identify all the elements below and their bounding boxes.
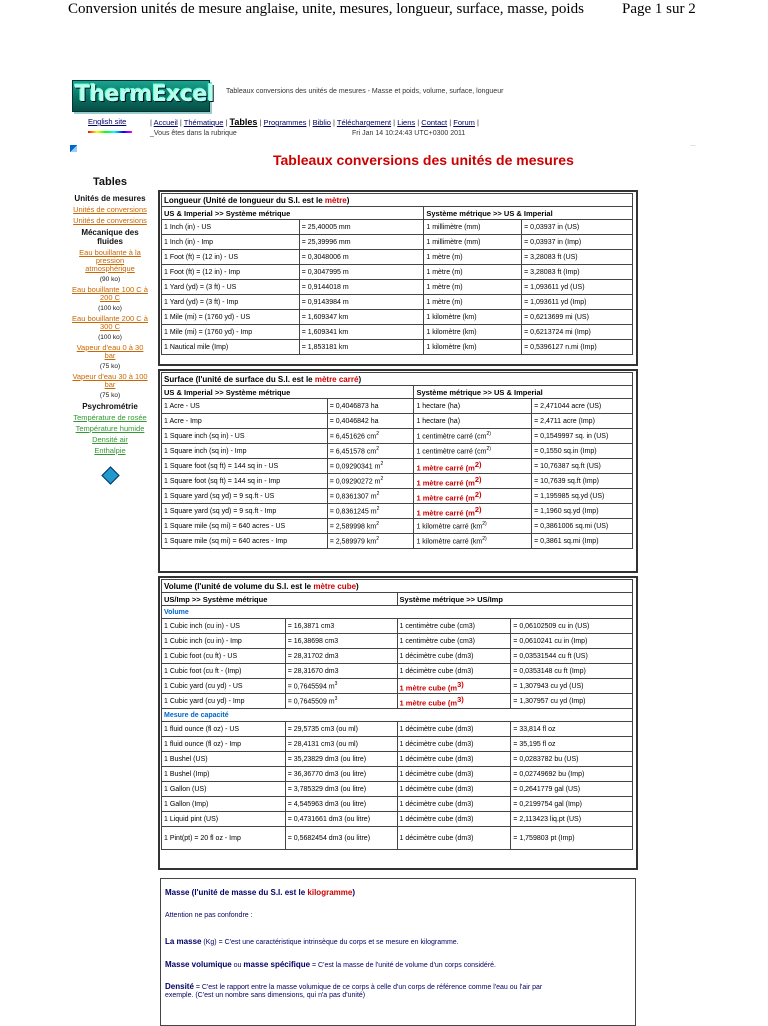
unit-cell: 1 décimètre cube (dm3) <box>397 664 511 679</box>
unit-cell: 1 décimètre cube (dm3) <box>397 782 511 797</box>
value-cell: = 25,40005 mm <box>299 220 424 235</box>
table-row <box>162 812 633 827</box>
nav-liens[interactable]: Liens <box>397 118 416 127</box>
table-row <box>162 235 633 250</box>
date-stamp: Fri Jan 14 10:24:43 UTC+0300 2011 <box>352 130 466 137</box>
unit-cell: 1 décimètre cube (dm3) <box>397 722 511 737</box>
rubrique-text: _Vous êtes dans la rubrique <box>150 130 237 137</box>
unit-cell: 1 fluid ounce (fl oz) - Imp <box>162 737 286 752</box>
unit-cell: 1 décimètre cube (dm3) <box>397 812 511 827</box>
sidebar-link-vapeur-30-100[interactable]: Vapeur d'eau 30 à 100 bar <box>72 372 148 389</box>
sidebar-link-eau-100-200[interactable]: Eau bouillante 100 C à 200 C <box>72 285 148 302</box>
unit-cell: 1 millimètre (mm) <box>424 220 522 235</box>
nav-programmes[interactable]: Programmes <box>263 118 307 127</box>
unit-cell: 1 mètre (m) <box>424 250 522 265</box>
value-cell: = 0,03937 in (Imp) <box>522 235 633 250</box>
value-cell: = 10,76387 sq.ft (US) <box>532 459 633 474</box>
value-cell: = 2,113423 liq.pt (US) <box>511 812 633 827</box>
unit-cell: 1 kilomètre (km) <box>424 310 522 325</box>
value-cell: = 0,0283782 bu (US) <box>511 752 633 767</box>
page-title: Tableaux conversions des unités de mesures <box>273 152 574 168</box>
value-cell: = 0,1550 sq.in (Imp) <box>532 444 633 459</box>
table-row <box>162 752 633 767</box>
unit-cell: 1 Inch (in) - US <box>162 220 300 235</box>
small-square-icon <box>70 145 77 152</box>
value-cell: = 28,4131 cm3 (ou ml) <box>285 737 397 752</box>
unit-cell: 1 mètre cube ($m^{3)}$ <box>397 679 511 694</box>
longueur-header-right: Système métrique >> US & Imperial <box>424 207 633 220</box>
unit-cell: 1 décimètre cube (dm3) <box>397 797 511 812</box>
value-cell: = 2,589979 $km^2$ <box>327 534 414 549</box>
unit-cell: 1 Cubic foot (cu ft) - US <box>162 649 286 664</box>
sidebar-link-densite-air[interactable]: Densité air <box>92 435 128 444</box>
unit-cell: 1 Mile (mi) = (1760 yd) - US <box>162 310 300 325</box>
value-cell: = 0,03531544 cu ft (US) <box>511 649 633 664</box>
unit-cell: 1 Square inch (sq in) - US <box>162 429 328 444</box>
unit-cell: 1 hectare (ha) <box>414 399 532 414</box>
value-cell: = 28,31702 dm3 <box>285 649 397 664</box>
sidebar-size-note: (75 ko) <box>99 363 121 370</box>
masse-def-densite: Densité = C'est le rapport entre la masse volumique de ce corps à celle d'un corps de référence comme l'eau ou l'air par <box>165 982 543 991</box>
unit-cell: 1 hectare (ha) <box>414 414 532 429</box>
unit-cell: 1 mètre cube ($m^{3)}$ <box>397 694 511 709</box>
nav-tables[interactable]: Tables <box>229 117 258 127</box>
value-cell: = 1,307943 cu yd (US) <box>511 679 633 694</box>
table-row <box>162 220 633 235</box>
table-row <box>162 340 633 355</box>
value-cell: = 25,39996 mm <box>299 235 424 250</box>
unit-cell: 1 kilomètre (km) <box>424 325 522 340</box>
unit-cell: 1 Cubic foot (cu ft - (Imp) <box>162 664 286 679</box>
value-cell: = 0,7645594 $m^3$ <box>285 679 397 694</box>
sidebar-size-note: (100 ko) <box>98 305 122 312</box>
unit-cell: 1 Foot (ft) = (12 in) - US <box>162 250 300 265</box>
unit-cell: 1 mètre carré ($m^{2)}$ <box>414 504 532 519</box>
unit-cell: 1 Gallon (Imp) <box>162 797 286 812</box>
table-row <box>162 634 633 649</box>
unit-cell: 1 kilomètre carré ($km^{2)}$ <box>414 534 532 549</box>
masse-def-densite-2: exemple. (C'est un nombre sans dimensions, qui n'a pas d'unité) <box>165 992 366 999</box>
value-cell: = 0,3861006 sq.mi (US) <box>532 519 633 534</box>
table-row <box>162 619 633 634</box>
capacite-subheader: Mesure de capacité <box>162 709 633 722</box>
sidebar-link-conversions-2[interactable]: Unités de conversions <box>73 216 147 225</box>
unit-cell: 1 centimètre cube (cm3) <box>397 634 511 649</box>
value-cell: = 0,06102509 cu in (US) <box>511 619 633 634</box>
table-row <box>162 694 633 709</box>
unit-cell: 1 Square yard (sq yd) = 9 sq.ft - Imp <box>162 504 328 519</box>
value-cell: = 0,7645509 $m^3$ <box>285 694 397 709</box>
table-row <box>162 767 633 782</box>
unit-cell: 1 fluid ounce (fl oz) - US <box>162 722 286 737</box>
value-cell: = 0,02749692 bu (Imp) <box>511 767 633 782</box>
unit-cell: 1 kilomètre carré ($km^{2)}$ <box>414 519 532 534</box>
unit-cell: 1 Bushel (US) <box>162 752 286 767</box>
table-row <box>162 295 633 310</box>
value-cell: = 0,8361245 $m^2$ <box>327 504 414 519</box>
nav-biblio[interactable]: Biblio <box>312 118 331 127</box>
masse-title: Masse (l'unité de masse du S.I. est le kilogramme) <box>165 888 355 897</box>
table-row <box>162 679 633 694</box>
table-row <box>162 459 633 474</box>
english-site-link[interactable]: English site <box>88 117 127 126</box>
unit-cell: 1 Square yard (sq yd) = 9 sq.ft - US <box>162 489 328 504</box>
value-cell: = 6,451626 $cm^2$ <box>327 429 414 444</box>
rainbow-divider <box>88 131 132 133</box>
value-cell: = 0,09290341 $m^2$ <box>327 459 414 474</box>
value-cell: = 2,589998 $km^2$ <box>327 519 414 534</box>
value-cell: = 1,609347 km <box>299 310 424 325</box>
value-cell: = 0,03937 in (US) <box>522 220 633 235</box>
unit-cell: 1 Cubic yard (cu yd) - Imp <box>162 694 286 709</box>
value-cell: = 0,0353148 cu ft (Imp) <box>511 664 633 679</box>
sidebar-link-vapeur-0-30[interactable]: Vapeur d'eau 0 à 30 bar <box>76 343 144 360</box>
value-cell: = 2,471044 acre (US) <box>532 399 633 414</box>
value-cell: = 4,545963 dm3 (ou litre) <box>285 797 397 812</box>
unit-cell: 1 Acre - Imp <box>162 414 328 429</box>
table-row <box>162 310 633 325</box>
value-cell: = 35,23829 dm3 (ou litre) <box>285 752 397 767</box>
longueur-header-left: US & Imperial >> Système métrique <box>162 207 424 220</box>
top-nav: | Accueil | Thématique | Tables | Programmes | Biblio | Téléchargement | Liens | Contact | Forum | <box>150 117 479 127</box>
unit-cell: 1 mètre carré ($m^{2)}$ <box>414 474 532 489</box>
table-row <box>162 737 633 752</box>
longueur-title: Longueur (Unité de longueur du S.I. est le mètre) <box>162 194 633 207</box>
sidebar-link-humide[interactable]: Température humide <box>75 424 145 433</box>
table-row <box>162 534 633 549</box>
value-cell: = 0,5396127 n.mi (Imp) <box>522 340 633 355</box>
longueur-table <box>161 193 633 355</box>
unit-cell: 1 Liquid pint (US) <box>162 812 286 827</box>
surface-header-left: US & Imperial >> Système métrique <box>162 386 414 399</box>
table-row <box>162 504 633 519</box>
thermexcel-logo[interactable] <box>72 80 215 112</box>
unit-cell: 1 décimètre cube (dm3) <box>397 827 511 850</box>
table-row <box>162 519 633 534</box>
table-row <box>162 250 633 265</box>
table-row <box>162 489 633 504</box>
volume-subheader: Volume <box>162 606 633 619</box>
value-cell: = 0,9143984 m <box>299 295 424 310</box>
value-cell: = 1,609341 km <box>299 325 424 340</box>
volume-table <box>161 579 633 850</box>
value-cell: = 28,31670 dm3 <box>285 664 397 679</box>
value-cell: = 0,09290272 $m^2$ <box>327 474 414 489</box>
unit-cell: 1 Square foot (sq ft) = 144 sq in - Imp <box>162 474 328 489</box>
unit-cell: 1 décimètre cube (dm3) <box>397 737 511 752</box>
value-cell: = 0,3861 sq.mi (Imp) <box>532 534 633 549</box>
sidebar-link-eau-200-300[interactable]: Eau bouillante 200 C à 300 C <box>72 314 148 331</box>
value-cell: = 6,451578 $cm^2$ <box>327 444 414 459</box>
value-cell: = 3,785329 dm3 (ou litre) <box>285 782 397 797</box>
volume-title: Volume (l'unité de volume du S.I. est le mètre cube) <box>162 580 633 593</box>
value-cell: = 16,3871 cm3 <box>285 619 397 634</box>
table-row <box>162 399 633 414</box>
value-cell: = 0,5682454 dm3 (ou litre) <box>285 827 397 850</box>
volume-header-left: US/Imp >> Système métrique <box>162 593 398 606</box>
nav-accueil[interactable]: Accueil <box>153 118 178 127</box>
unit-cell: 1 centimètre cube (cm3) <box>397 619 511 634</box>
print-header-title: Conversion unités de mesure anglaise, unite, mesures, longueur, surface, masse, poids <box>68 1 584 17</box>
unit-cell: 1 Gallon (US) <box>162 782 286 797</box>
value-cell: = 0,4731661 dm3 (ou litre) <box>285 812 397 827</box>
value-cell: = 1,195985 sq.yd (US) <box>532 489 633 504</box>
ellipsis-text: ... <box>690 141 696 148</box>
sidebar-link-conversions-1[interactable]: Unités de conversions <box>73 205 147 214</box>
unit-cell: 1 kilomètre (km) <box>424 340 522 355</box>
value-cell: = 1,1960 sq.yd (Imp) <box>532 504 633 519</box>
value-cell: = 35,195 fl oz <box>511 737 633 752</box>
value-cell: = 0,1549997 sq. in (US) <box>532 429 633 444</box>
sidebar-section-psychrometrie: Psychrométrie <box>82 402 138 411</box>
print-header-page: Page 1 sur 2 <box>622 1 696 17</box>
value-cell: = 0,6213699 mi (US) <box>522 310 633 325</box>
unit-cell: 1 Acre - US <box>162 399 328 414</box>
unit-cell: 1 centimètre carré ($cm^{2)}$ <box>414 429 532 444</box>
value-cell: = 0,6213724 mi (Imp) <box>522 325 633 340</box>
value-cell: = 36,36770 dm3 (ou litre) <box>285 767 397 782</box>
diamond-icon[interactable] <box>101 466 119 484</box>
sidebar <box>72 176 148 482</box>
print-header <box>0 0 768 22</box>
unit-cell: 1 Bushel (Imp) <box>162 767 286 782</box>
value-cell: = 10,7639 sq.ft (Imp) <box>532 474 633 489</box>
unit-cell: 1 Yard (yd) = (3 ft) - Imp <box>162 295 300 310</box>
sidebar-size-note: (100 ko) <box>98 334 122 341</box>
table-row <box>162 649 633 664</box>
unit-cell: 1 Mile (mi) = (1760 yd) - Imp <box>162 325 300 340</box>
value-cell: = 1,759803 pt (Imp) <box>511 827 633 850</box>
value-cell: = 33,814 fl oz <box>511 722 633 737</box>
unit-cell: 1 Inch (in) - Imp <box>162 235 300 250</box>
unit-cell: 1 mètre (m) <box>424 295 522 310</box>
unit-cell: 1 centimètre carré ($cm^{2)}$ <box>414 444 532 459</box>
unit-cell: 1 Cubic inch (cu in) - Imp <box>162 634 286 649</box>
value-cell: = 3,28083 ft (Imp) <box>522 265 633 280</box>
value-cell: = 0,2199754 gal (Imp) <box>511 797 633 812</box>
unit-cell: 1 décimètre cube (dm3) <box>397 752 511 767</box>
nav-contact[interactable]: Contact <box>421 118 448 127</box>
value-cell: = 2,4711 acre (Imp) <box>532 414 633 429</box>
unit-cell: 1 Nautical mile (Imp) <box>162 340 300 355</box>
unit-cell: 1 mètre carré ($m^{2)}$ <box>414 459 532 474</box>
unit-cell: 1 Square mile (sq mi) = 640 acres - US <box>162 519 328 534</box>
sidebar-size-note: (90 ko) <box>99 276 121 283</box>
surface-title: Surface (l'unité de surface du S.I. est le mètre carré) <box>162 373 633 386</box>
logo-text: ThermExcel <box>75 82 215 107</box>
unit-cell: 1 millimètre (mm) <box>424 235 522 250</box>
unit-cell: 1 décimètre cube (dm3) <box>397 767 511 782</box>
table-row <box>162 265 633 280</box>
sidebar-section-unites: Unités de mesures <box>74 194 146 203</box>
table-row <box>162 429 633 444</box>
table-row <box>162 797 633 812</box>
nav-telechargement[interactable]: Téléchargement <box>336 118 392 127</box>
table-row <box>162 782 633 797</box>
unit-cell: 1 mètre (m) <box>424 265 522 280</box>
masse-attention: Attention ne pas confondre : <box>165 912 253 919</box>
value-cell: = 3,28083 ft (US) <box>522 250 633 265</box>
unit-cell: 1 Cubic inch (cu in) - US <box>162 619 286 634</box>
value-cell: = 0,3048006 m <box>299 250 424 265</box>
masse-section <box>160 878 636 1026</box>
masse-def-volumique: Masse volumique ou masse spécifique = C'est la masse de l'unité de volume d'un corps considéré. <box>165 960 496 969</box>
unit-cell: 1 Square inch (sq in) - Imp <box>162 444 328 459</box>
table-row <box>162 664 633 679</box>
unit-cell: 1 décimètre cube (dm3) <box>397 649 511 664</box>
sidebar-section-fluides: Mécanique des fluides <box>81 228 139 246</box>
value-cell: = 29,5735 cm3 (ou ml) <box>285 722 397 737</box>
unit-cell: 1 Pint(pt) = 20 fl oz - Imp <box>162 827 286 850</box>
surface-header-right: Système métrique >> US & Imperial <box>414 386 633 399</box>
sidebar-link-enthalpie[interactable]: Enthalpie <box>94 446 126 455</box>
sidebar-link-rosee[interactable]: Température de rosée <box>73 413 147 422</box>
table-row <box>162 280 633 295</box>
volume-header-right: Système métrique >> US/Imp <box>397 593 632 606</box>
sidebar-size-note: (75 ko) <box>99 392 121 399</box>
value-cell: = 16,38698 cm3 <box>285 634 397 649</box>
value-cell: = 0,3047995 m <box>299 265 424 280</box>
value-cell: = 0,0610241 cu in (Imp) <box>511 634 633 649</box>
table-row <box>162 444 633 459</box>
site-tagline: Tableaux conversions des unités de mesures - Masse et poids, volume, surface, longueur <box>226 88 504 95</box>
value-cell: = 0,8361307 $m^2$ <box>327 489 414 504</box>
sidebar-heading: Tables <box>92 176 128 188</box>
table-row <box>162 325 633 340</box>
table-row <box>162 414 633 429</box>
masse-def-masse: La masse (Kg) = C'est une caractéristique intrinsèque du corps et se mesure en kilogramme. <box>165 937 459 946</box>
nav-forum[interactable]: Forum <box>453 118 475 127</box>
unit-cell: 1 Foot (ft) = (12 in) - Imp <box>162 265 300 280</box>
unit-cell: 1 Square mile (sq mi) = 640 acres - Imp <box>162 534 328 549</box>
value-cell: = 1,853181 km <box>299 340 424 355</box>
unit-cell: 1 Cubic yard (cu yd) - US <box>162 679 286 694</box>
unit-cell: 1 mètre (m) <box>424 280 522 295</box>
surface-table <box>161 372 633 549</box>
unit-cell: 1 mètre carré ($m^{2)}$ <box>414 489 532 504</box>
table-row <box>162 722 633 737</box>
nav-thematique[interactable]: Thématique <box>183 118 224 127</box>
table-row <box>162 474 633 489</box>
value-cell: = 0,2641779 gal (US) <box>511 782 633 797</box>
unit-cell: 1 Yard (yd) = (3 ft) - US <box>162 280 300 295</box>
value-cell: = 0,4046842 ha <box>327 414 414 429</box>
sidebar-link-eau-atm[interactable]: Eau bouillante à la pression atmosphérique <box>79 248 141 273</box>
unit-cell: 1 Square foot (sq ft) = 144 sq in - US <box>162 459 328 474</box>
value-cell: = 1,307957 cu yd (Imp) <box>511 694 633 709</box>
value-cell: = 1,093611 yd (US) <box>522 280 633 295</box>
value-cell: = 0,4046873 ha <box>327 399 414 414</box>
value-cell: = 0,9144018 m <box>299 280 424 295</box>
value-cell: = 1,093611 yd (Imp) <box>522 295 633 310</box>
table-row <box>162 827 633 850</box>
